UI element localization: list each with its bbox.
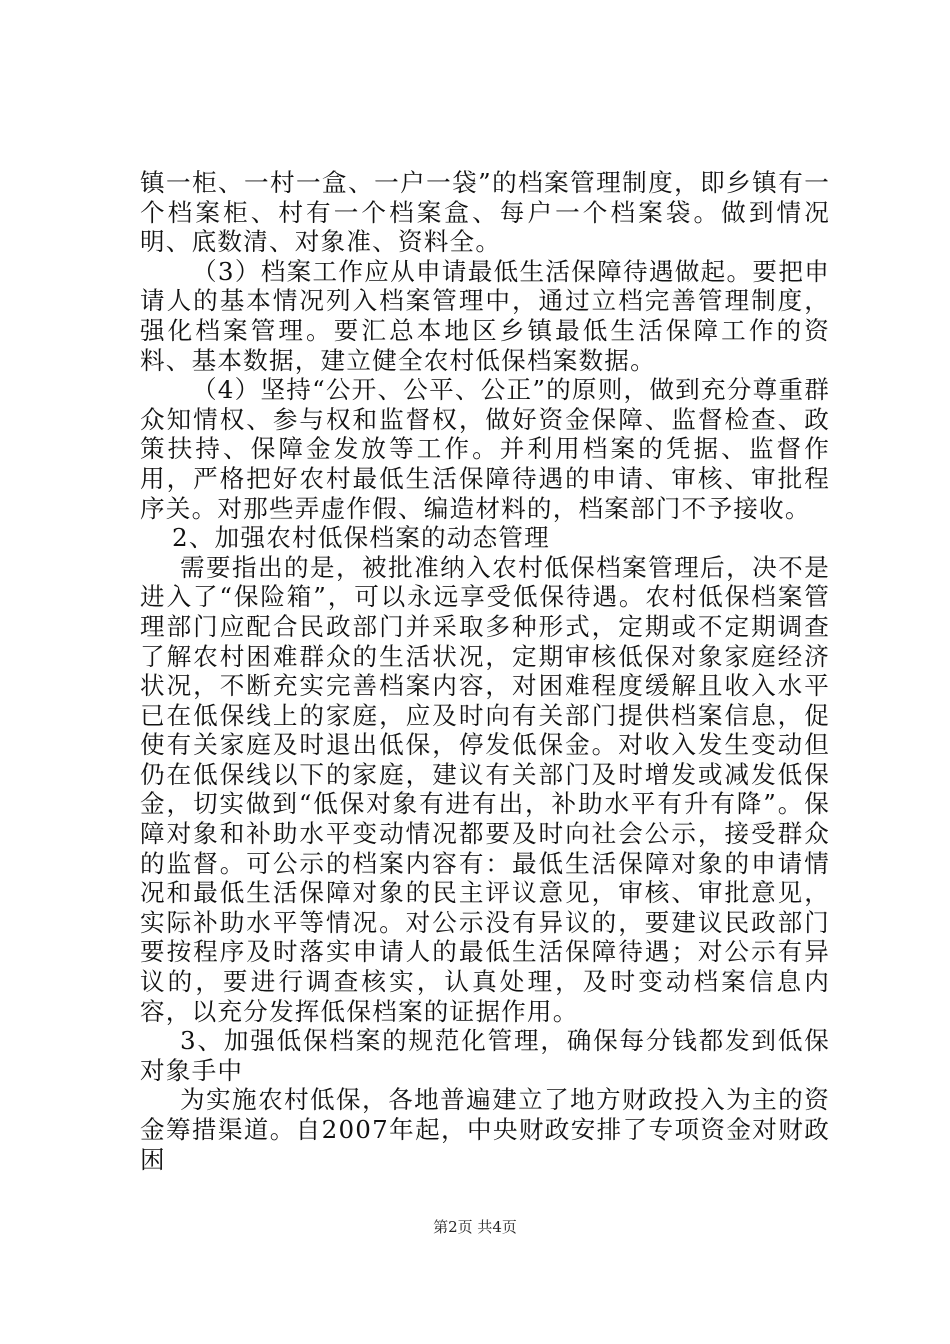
- paragraph-item-3: （3）档案工作应从申请最低生活保障待遇做起。要把申请人的基本情况列入档案管理中，通过立档完善管理制度，强化档案管理。要汇总本地区乡镇最低生活保障工作的资料、基本数据，建立健全农村低保档案数据。: [140, 256, 830, 375]
- paragraph-dynamic-management: 需要指出的是，被批准纳入农村低保档案管理后，决不是进入了“保险箱”，可以永远享受低保待遇。农村低保档案管理部门应配合民政部门并采取多种形式，定期或不定期调查了解农村困难群众的生活状况，定期审核低保对象家庭经济状况，不断充实完善档案内容，对困难程度缓解且收入水平已在低保线上的家庭，应及时向有关部门提供档案信息，促使有关家庭及时退出低保，停发低保金。对收入发生变动但仍在低保线以下的家庭，建议有关部门及时增发或减发低保金，切实做到“低保对象有进有出，补助水平有升有降”。保障对象和补助水平变动情况都要及时向社会公示，接受群众的监督。可公示的档案内容有：最低生活保障对象的申请情况和最低生活保障对象的民主评议意见，审核、审批意见，实际补助水平等情况。对公示没有异议的，要建议民政部门要按程序及时落实申请人的最低生活保障待遇；对公示有异议的，要进行调查核实，认真处理，及时变动档案信息内容，以充分发挥低保档案的证据作用。: [140, 552, 830, 1026]
- page-number-footer: 第2页 共4页: [433, 1218, 517, 1236]
- section-heading-2: 2、加强农村低保档案的动态管理: [172, 523, 550, 553]
- document-body: [140, 168, 830, 1174]
- section-heading-3: 3、加强低保档案的规范化管理，确保每分钱都发到低保对象手中: [140, 1026, 830, 1085]
- paragraph-item-4: （4）坚持“公开、公平、公正”的原则，做到充分尊重群众知情权、参与权和监督权，做好资金保障、监督检查、政策扶持、保障金发放等工作。并利用档案的凭据、监督作用，严格把好农村最低生活保障待遇的申请、审核、审批程序关。对那些弄虚作假、编造材料的，档案部门不予接收。: [140, 375, 830, 523]
- paragraph-funding: 为实施农村低保，各地普遍建立了地方财政投入为主的资金筹措渠道。自2007年起，中央财政安排了专项资金对财政困: [140, 1085, 830, 1174]
- paragraph-archive-system: 镇一柜、一村一盒、一户一袋”的档案管理制度，即乡镇有一个档案柜、村有一个档案盒、每户一个档案袋。做到情况明、底数清、对象准、资料全。: [140, 168, 830, 257]
